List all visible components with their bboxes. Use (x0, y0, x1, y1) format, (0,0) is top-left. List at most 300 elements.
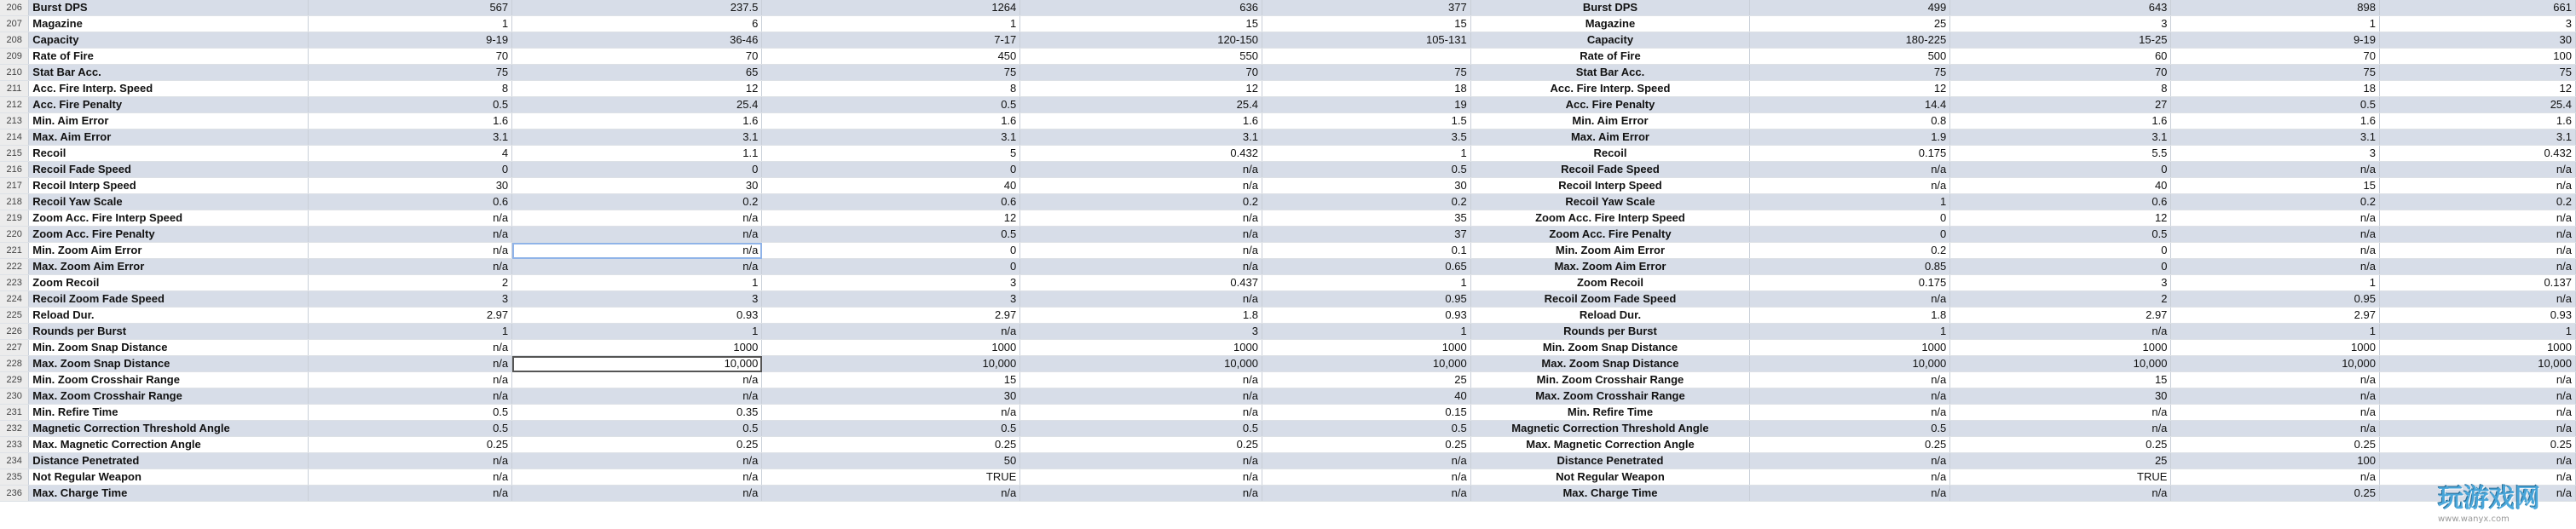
value-cell[interactable]: 1.6 (308, 113, 511, 129)
value-cell[interactable]: 3 (512, 291, 762, 308)
row-number-header[interactable]: 217 (0, 178, 29, 194)
stat-name-cell[interactable]: Min. Zoom Crosshair Range (29, 372, 309, 388)
value-cell[interactable]: n/a (1020, 259, 1262, 275)
value-cell[interactable]: 36-46 (512, 32, 762, 49)
value-cell[interactable]: n/a (512, 243, 762, 259)
value-cell[interactable]: 25.4 (2379, 97, 2575, 113)
value-cell[interactable]: 2 (1950, 291, 2171, 308)
value-cell[interactable]: 8 (1950, 81, 2171, 97)
row-number-header[interactable]: 227 (0, 340, 29, 356)
value-cell[interactable]: 0.95 (2171, 291, 2380, 308)
value-cell[interactable]: 75 (2171, 65, 2380, 81)
value-cell[interactable]: 15 (1262, 16, 1470, 32)
value-cell[interactable]: TRUE (1950, 469, 2171, 486)
value-cell[interactable]: 0.25 (308, 437, 511, 453)
value-cell[interactable]: 75 (2379, 65, 2575, 81)
value-cell[interactable]: 15 (1950, 372, 2171, 388)
value-cell[interactable]: 70 (1020, 65, 1262, 81)
value-cell[interactable]: 30 (1262, 178, 1470, 194)
value-cell[interactable]: n/a (1262, 469, 1470, 486)
value-cell[interactable]: 12 (762, 210, 1020, 227)
row-number-header[interactable]: 208 (0, 32, 29, 49)
value-cell[interactable]: n/a (1750, 453, 1950, 469)
value-cell[interactable]: n/a (512, 227, 762, 243)
value-cell[interactable]: 75 (1262, 65, 1470, 81)
value-cell[interactable]: 0 (1950, 243, 2171, 259)
value-cell[interactable]: 30 (512, 178, 762, 194)
value-cell[interactable]: 1 (308, 324, 511, 340)
value-cell[interactable]: 661 (2379, 0, 2575, 16)
value-cell[interactable]: 10,000 (1020, 356, 1262, 372)
value-cell[interactable]: 1000 (1950, 340, 2171, 356)
stat-name-cell[interactable]: Recoil (1470, 146, 1750, 162)
value-cell[interactable]: 0.25 (1020, 437, 1262, 453)
value-cell[interactable]: 3.1 (762, 129, 1020, 146)
value-cell[interactable]: 0.5 (1262, 162, 1470, 178)
value-cell[interactable]: n/a (1750, 486, 1950, 502)
value-cell[interactable]: 0.5 (1262, 421, 1470, 437)
value-cell[interactable]: 30 (2379, 32, 2575, 49)
value-cell[interactable]: 1000 (2171, 340, 2380, 356)
value-cell[interactable]: n/a (1750, 469, 1950, 486)
value-cell[interactable]: 70 (2171, 49, 2380, 65)
stat-name-cell[interactable]: Max. Charge Time (29, 486, 309, 502)
value-cell[interactable]: n/a (2379, 259, 2575, 275)
value-cell[interactable]: 0 (1950, 259, 2171, 275)
value-cell[interactable]: n/a (512, 259, 762, 275)
value-cell[interactable]: n/a (1750, 162, 1950, 178)
value-cell[interactable]: 10,000 (1950, 356, 2171, 372)
row-number-header[interactable]: 209 (0, 49, 29, 65)
value-cell[interactable]: n/a (1750, 291, 1950, 308)
value-cell[interactable]: n/a (1020, 162, 1262, 178)
value-cell[interactable]: n/a (2379, 388, 2575, 405)
stat-name-cell[interactable]: Zoom Acc. Fire Penalty (29, 227, 309, 243)
value-cell[interactable]: n/a (2171, 388, 2380, 405)
value-cell[interactable]: 30 (308, 178, 511, 194)
value-cell[interactable]: 30 (762, 388, 1020, 405)
value-cell[interactable]: 75 (762, 65, 1020, 81)
stat-name-cell[interactable]: Zoom Recoil (29, 275, 309, 291)
value-cell[interactable]: 0.25 (2379, 437, 2575, 453)
value-cell[interactable]: 1000 (1750, 340, 1950, 356)
stat-name-cell[interactable]: Max. Aim Error (29, 129, 309, 146)
stat-name-cell[interactable]: Magnetic Correction Threshold Angle (29, 421, 309, 437)
value-cell[interactable]: 1264 (762, 0, 1020, 16)
value-cell[interactable]: 0.2 (1262, 194, 1470, 210)
value-cell[interactable]: 8 (308, 81, 511, 97)
row-number-header[interactable]: 225 (0, 308, 29, 324)
stat-name-cell[interactable]: Max. Zoom Snap Distance (1470, 356, 1750, 372)
stat-name-cell[interactable]: Max. Zoom Crosshair Range (1470, 388, 1750, 405)
value-cell[interactable]: n/a (2379, 210, 2575, 227)
value-cell[interactable]: 3.1 (1020, 129, 1262, 146)
value-cell[interactable]: 10,000 (1750, 356, 1950, 372)
value-cell[interactable]: 0.5 (308, 97, 511, 113)
value-cell[interactable]: 75 (1750, 65, 1950, 81)
stat-name-cell[interactable]: Recoil Yaw Scale (1470, 194, 1750, 210)
row-number-header[interactable]: 228 (0, 356, 29, 372)
value-cell[interactable]: n/a (308, 243, 511, 259)
stat-name-cell[interactable]: Min. Zoom Crosshair Range (1470, 372, 1750, 388)
value-cell[interactable]: 450 (762, 49, 1020, 65)
value-cell[interactable] (1262, 49, 1470, 65)
value-cell[interactable]: 0.93 (512, 308, 762, 324)
value-cell[interactable]: 37 (1262, 227, 1470, 243)
value-cell[interactable]: 0.5 (1020, 421, 1262, 437)
value-cell[interactable]: n/a (1950, 486, 2171, 502)
row-number-header[interactable]: 214 (0, 129, 29, 146)
stat-name-cell[interactable]: Max. Magnetic Correction Angle (29, 437, 309, 453)
value-cell[interactable]: 100 (2171, 453, 2380, 469)
value-cell[interactable]: 2.97 (2171, 308, 2380, 324)
value-cell[interactable]: n/a (1020, 227, 1262, 243)
value-cell[interactable]: 0.85 (1750, 259, 1950, 275)
value-cell[interactable]: n/a (512, 469, 762, 486)
value-cell[interactable]: 120-150 (1020, 32, 1262, 49)
value-cell[interactable]: n/a (1020, 388, 1262, 405)
row-number-header[interactable]: 235 (0, 469, 29, 486)
value-cell[interactable]: 10,000 (2171, 356, 2380, 372)
value-cell[interactable]: n/a (2171, 421, 2380, 437)
value-cell[interactable]: 0.175 (1750, 146, 1950, 162)
value-cell[interactable]: n/a (308, 227, 511, 243)
value-cell[interactable]: 3 (762, 275, 1020, 291)
stat-name-cell[interactable]: Min. Refire Time (1470, 405, 1750, 421)
value-cell[interactable]: 0 (308, 162, 511, 178)
value-cell[interactable]: 0.2 (2379, 194, 2575, 210)
value-cell[interactable]: n/a (308, 372, 511, 388)
stat-name-cell[interactable]: Recoil Zoom Fade Speed (29, 291, 309, 308)
stat-name-cell[interactable]: Recoil Fade Speed (1470, 162, 1750, 178)
value-cell[interactable]: 3 (762, 291, 1020, 308)
value-cell[interactable]: 1.6 (1020, 113, 1262, 129)
value-cell[interactable]: 18 (2171, 81, 2380, 97)
value-cell[interactable]: 0.2 (1020, 194, 1262, 210)
value-cell[interactable]: 0 (762, 259, 1020, 275)
value-cell[interactable]: n/a (1750, 388, 1950, 405)
value-cell[interactable]: 0.2 (1750, 243, 1950, 259)
value-cell[interactable]: 2.97 (1950, 308, 2171, 324)
value-cell[interactable]: 1000 (1262, 340, 1470, 356)
value-cell[interactable]: 10,000 (512, 356, 762, 372)
value-cell[interactable]: n/a (1020, 178, 1262, 194)
value-cell[interactable]: 1.6 (512, 113, 762, 129)
value-cell[interactable]: 50 (762, 453, 1020, 469)
stat-name-cell[interactable]: Max. Charge Time (1470, 486, 1750, 502)
value-cell[interactable]: 3 (2171, 146, 2380, 162)
stat-name-cell[interactable]: Min. Refire Time (29, 405, 309, 421)
value-cell[interactable]: n/a (2171, 162, 2380, 178)
value-cell[interactable]: 9-19 (2171, 32, 2380, 49)
value-cell[interactable]: 12 (1020, 81, 1262, 97)
stat-name-cell[interactable]: Zoom Acc. Fire Interp Speed (29, 210, 309, 227)
value-cell[interactable]: 35 (1262, 210, 1470, 227)
value-cell[interactable]: 3 (2379, 16, 2575, 32)
value-cell[interactable]: 1 (2171, 16, 2380, 32)
row-number-header[interactable]: 229 (0, 372, 29, 388)
value-cell[interactable]: n/a (512, 372, 762, 388)
value-cell[interactable]: 0.5 (308, 405, 511, 421)
value-cell[interactable]: 100 (2379, 49, 2575, 65)
value-cell[interactable]: n/a (1750, 178, 1950, 194)
value-cell[interactable]: n/a (512, 453, 762, 469)
stat-name-cell[interactable]: Stat Bar Acc. (29, 65, 309, 81)
value-cell[interactable]: 0.35 (512, 405, 762, 421)
value-cell[interactable]: 40 (1262, 388, 1470, 405)
value-cell[interactable]: 0.8 (1750, 113, 1950, 129)
stat-name-cell[interactable]: Max. Zoom Snap Distance (29, 356, 309, 372)
value-cell[interactable]: n/a (1020, 372, 1262, 388)
value-cell[interactable]: 8 (762, 81, 1020, 97)
value-cell[interactable]: n/a (308, 453, 511, 469)
value-cell[interactable]: n/a (2171, 469, 2380, 486)
value-cell[interactable]: 12 (1750, 81, 1950, 97)
value-cell[interactable]: 40 (1950, 178, 2171, 194)
value-cell[interactable]: 15-25 (1950, 32, 2171, 49)
row-number-header[interactable]: 230 (0, 388, 29, 405)
value-cell[interactable]: 18 (1262, 81, 1470, 97)
stat-name-cell[interactable]: Recoil (29, 146, 309, 162)
value-cell[interactable]: 0.6 (762, 194, 1020, 210)
value-cell[interactable]: 0.432 (2379, 146, 2575, 162)
value-cell[interactable]: 75 (308, 65, 511, 81)
value-cell[interactable]: TRUE (762, 469, 1020, 486)
value-cell[interactable]: 0.93 (2379, 308, 2575, 324)
value-cell[interactable]: n/a (1750, 405, 1950, 421)
value-cell[interactable]: 10,000 (1262, 356, 1470, 372)
value-cell[interactable]: n/a (2171, 227, 2380, 243)
value-cell[interactable]: 0.1 (1262, 243, 1470, 259)
value-cell[interactable]: 0.95 (1262, 291, 1470, 308)
value-cell[interactable]: 2 (308, 275, 511, 291)
stat-name-cell[interactable]: Recoil Interp Speed (29, 178, 309, 194)
value-cell[interactable]: n/a (308, 210, 511, 227)
row-number-header[interactable]: 222 (0, 259, 29, 275)
value-cell[interactable]: n/a (762, 486, 1020, 502)
value-cell[interactable]: 1000 (762, 340, 1020, 356)
value-cell[interactable]: 0.2 (512, 194, 762, 210)
row-number-header[interactable]: 236 (0, 486, 29, 502)
value-cell[interactable]: 1 (1750, 194, 1950, 210)
value-cell[interactable]: 1.5 (1262, 113, 1470, 129)
value-cell[interactable]: 0.2 (2171, 194, 2380, 210)
stat-name-cell[interactable]: Acc. Fire Interp. Speed (1470, 81, 1750, 97)
value-cell[interactable]: n/a (308, 340, 511, 356)
value-cell[interactable]: 3 (1950, 275, 2171, 291)
value-cell[interactable]: n/a (2379, 227, 2575, 243)
value-cell[interactable]: 1 (512, 324, 762, 340)
stat-name-cell[interactable]: Max. Zoom Aim Error (1470, 259, 1750, 275)
row-number-header[interactable]: 224 (0, 291, 29, 308)
value-cell[interactable]: 1.1 (512, 146, 762, 162)
value-cell[interactable]: n/a (2379, 421, 2575, 437)
stat-name-cell[interactable]: Not Regular Weapon (29, 469, 309, 486)
value-cell[interactable]: 12 (1950, 210, 2171, 227)
value-cell[interactable]: n/a (2171, 210, 2380, 227)
value-cell[interactable]: 1 (1262, 324, 1470, 340)
value-cell[interactable]: 0.25 (512, 437, 762, 453)
value-cell[interactable]: 1 (762, 16, 1020, 32)
stat-name-cell[interactable]: Zoom Acc. Fire Interp Speed (1470, 210, 1750, 227)
value-cell[interactable]: 60 (1950, 49, 2171, 65)
value-cell[interactable]: 25 (1750, 16, 1950, 32)
value-cell[interactable]: 10,000 (2379, 356, 2575, 372)
value-cell[interactable]: 3.1 (2379, 129, 2575, 146)
row-number-header[interactable]: 212 (0, 97, 29, 113)
value-cell[interactable]: 0.25 (1262, 437, 1470, 453)
value-cell[interactable]: 65 (512, 65, 762, 81)
row-number-header[interactable]: 234 (0, 453, 29, 469)
row-number-header[interactable]: 206 (0, 0, 29, 16)
value-cell[interactable]: 15 (1020, 16, 1262, 32)
value-cell[interactable]: 2.97 (762, 308, 1020, 324)
value-cell[interactable]: n/a (1020, 486, 1262, 502)
value-cell[interactable]: n/a (1750, 372, 1950, 388)
value-cell[interactable]: n/a (2171, 259, 2380, 275)
value-cell[interactable]: n/a (1262, 453, 1470, 469)
value-cell[interactable]: n/a (308, 469, 511, 486)
value-cell[interactable]: 0.25 (2171, 486, 2380, 502)
value-cell[interactable]: n/a (1020, 405, 1262, 421)
value-cell[interactable]: 0.25 (762, 437, 1020, 453)
value-cell[interactable]: 25.4 (512, 97, 762, 113)
value-cell[interactable]: 0 (1750, 210, 1950, 227)
value-cell[interactable]: 1.6 (1950, 113, 2171, 129)
stat-name-cell[interactable]: Not Regular Weapon (1470, 469, 1750, 486)
value-cell[interactable]: n/a (1950, 405, 2171, 421)
value-cell[interactable]: 499 (1750, 0, 1950, 16)
row-number-header[interactable]: 213 (0, 113, 29, 129)
stat-name-cell[interactable]: Recoil Zoom Fade Speed (1470, 291, 1750, 308)
value-cell[interactable]: 15 (2171, 178, 2380, 194)
value-cell[interactable]: 1000 (2379, 340, 2575, 356)
value-cell[interactable]: n/a (2171, 372, 2380, 388)
value-cell[interactable]: 0.5 (1750, 421, 1950, 437)
value-cell[interactable]: 636 (1020, 0, 1262, 16)
value-cell[interactable]: 5.5 (1950, 146, 2171, 162)
stat-name-cell[interactable]: Magnetic Correction Threshold Angle (1470, 421, 1750, 437)
value-cell[interactable]: 1 (2171, 324, 2380, 340)
stat-name-cell[interactable]: Reload Dur. (29, 308, 309, 324)
value-cell[interactable]: 7-17 (762, 32, 1020, 49)
value-cell[interactable]: 0 (1750, 227, 1950, 243)
value-cell[interactable]: n/a (1020, 243, 1262, 259)
value-cell[interactable]: 1 (1262, 146, 1470, 162)
value-cell[interactable]: 1 (2379, 324, 2575, 340)
value-cell[interactable]: 9-19 (308, 32, 511, 49)
value-cell[interactable]: 0.25 (1950, 437, 2171, 453)
value-cell[interactable]: n/a (1262, 486, 1470, 502)
value-cell[interactable]: 15 (762, 372, 1020, 388)
stat-name-cell[interactable]: Min. Zoom Aim Error (1470, 243, 1750, 259)
value-cell[interactable]: 550 (1020, 49, 1262, 65)
row-number-header[interactable]: 223 (0, 275, 29, 291)
row-number-header[interactable]: 220 (0, 227, 29, 243)
row-number-header[interactable]: 210 (0, 65, 29, 81)
value-cell[interactable]: n/a (762, 324, 1020, 340)
stat-name-cell[interactable]: Distance Penetrated (1470, 453, 1750, 469)
value-cell[interactable]: 1 (512, 275, 762, 291)
value-cell[interactable]: 25 (1950, 453, 2171, 469)
value-cell[interactable]: 14.4 (1750, 97, 1950, 113)
value-cell[interactable]: 0.5 (2171, 97, 2380, 113)
value-cell[interactable]: n/a (1020, 453, 1262, 469)
value-cell[interactable]: 0 (1950, 162, 2171, 178)
value-cell[interactable]: 5 (762, 146, 1020, 162)
value-cell[interactable]: 237.5 (512, 0, 762, 16)
value-cell[interactable]: n/a (2379, 162, 2575, 178)
row-number-header[interactable]: 221 (0, 243, 29, 259)
value-cell[interactable]: n/a (1020, 291, 1262, 308)
value-cell[interactable]: 1.8 (1020, 308, 1262, 324)
stat-name-cell[interactable]: Rounds per Burst (1470, 324, 1750, 340)
stat-name-cell[interactable]: Acc. Fire Interp. Speed (29, 81, 309, 97)
value-cell[interactable]: 0.437 (1020, 275, 1262, 291)
value-cell[interactable]: 25 (1262, 372, 1470, 388)
value-cell[interactable]: 1 (2171, 275, 2380, 291)
row-number-header[interactable]: 216 (0, 162, 29, 178)
value-cell[interactable]: 1.6 (762, 113, 1020, 129)
value-cell[interactable]: n/a (308, 486, 511, 502)
value-cell[interactable]: 70 (308, 49, 511, 65)
value-cell[interactable]: 4 (308, 146, 511, 162)
row-number-header[interactable]: 231 (0, 405, 29, 421)
value-cell[interactable]: 180-225 (1750, 32, 1950, 49)
stat-name-cell[interactable]: Recoil Fade Speed (29, 162, 309, 178)
value-cell[interactable]: 70 (512, 49, 762, 65)
value-cell[interactable]: 3.1 (1950, 129, 2171, 146)
value-cell[interactable]: 3 (308, 291, 511, 308)
value-cell[interactable]: 3.1 (308, 129, 511, 146)
value-cell[interactable]: n/a (308, 259, 511, 275)
stat-name-cell[interactable]: Burst DPS (29, 0, 309, 16)
value-cell[interactable]: 0.137 (2379, 275, 2575, 291)
stat-name-cell[interactable]: Min. Zoom Snap Distance (29, 340, 309, 356)
value-cell[interactable]: n/a (1020, 210, 1262, 227)
value-cell[interactable]: 3.5 (1262, 129, 1470, 146)
stat-name-cell[interactable]: Min. Aim Error (1470, 113, 1750, 129)
row-number-header[interactable]: 215 (0, 146, 29, 162)
value-cell[interactable]: 6 (512, 16, 762, 32)
stat-name-cell[interactable]: Min. Aim Error (29, 113, 309, 129)
value-cell[interactable]: 0 (512, 162, 762, 178)
value-cell[interactable]: n/a (2379, 469, 2575, 486)
value-cell[interactable]: 0 (762, 162, 1020, 178)
stat-name-cell[interactable]: Max. Zoom Aim Error (29, 259, 309, 275)
stat-name-cell[interactable]: Capacity (1470, 32, 1750, 49)
stat-name-cell[interactable]: Max. Zoom Crosshair Range (29, 388, 309, 405)
row-number-header[interactable]: 218 (0, 194, 29, 210)
stat-name-cell[interactable]: Zoom Recoil (1470, 275, 1750, 291)
stat-name-cell[interactable]: Recoil Yaw Scale (29, 194, 309, 210)
value-cell[interactable]: 10,000 (762, 356, 1020, 372)
stat-name-cell[interactable]: Min. Zoom Aim Error (29, 243, 309, 259)
stat-name-cell[interactable]: Acc. Fire Penalty (1470, 97, 1750, 113)
value-cell[interactable]: n/a (512, 210, 762, 227)
value-cell[interactable]: 1.9 (1750, 129, 1950, 146)
value-cell[interactable]: 1 (1750, 324, 1950, 340)
value-cell[interactable]: n/a (1950, 324, 2171, 340)
stat-name-cell[interactable]: Stat Bar Acc. (1470, 65, 1750, 81)
value-cell[interactable]: 3.1 (2171, 129, 2380, 146)
value-cell[interactable]: 0.5 (762, 97, 1020, 113)
value-cell[interactable]: n/a (2379, 405, 2575, 421)
value-cell[interactable]: 0.5 (762, 227, 1020, 243)
value-cell[interactable]: 1 (1262, 275, 1470, 291)
stat-name-cell[interactable]: Max. Aim Error (1470, 129, 1750, 146)
value-cell[interactable]: 3.1 (512, 129, 762, 146)
